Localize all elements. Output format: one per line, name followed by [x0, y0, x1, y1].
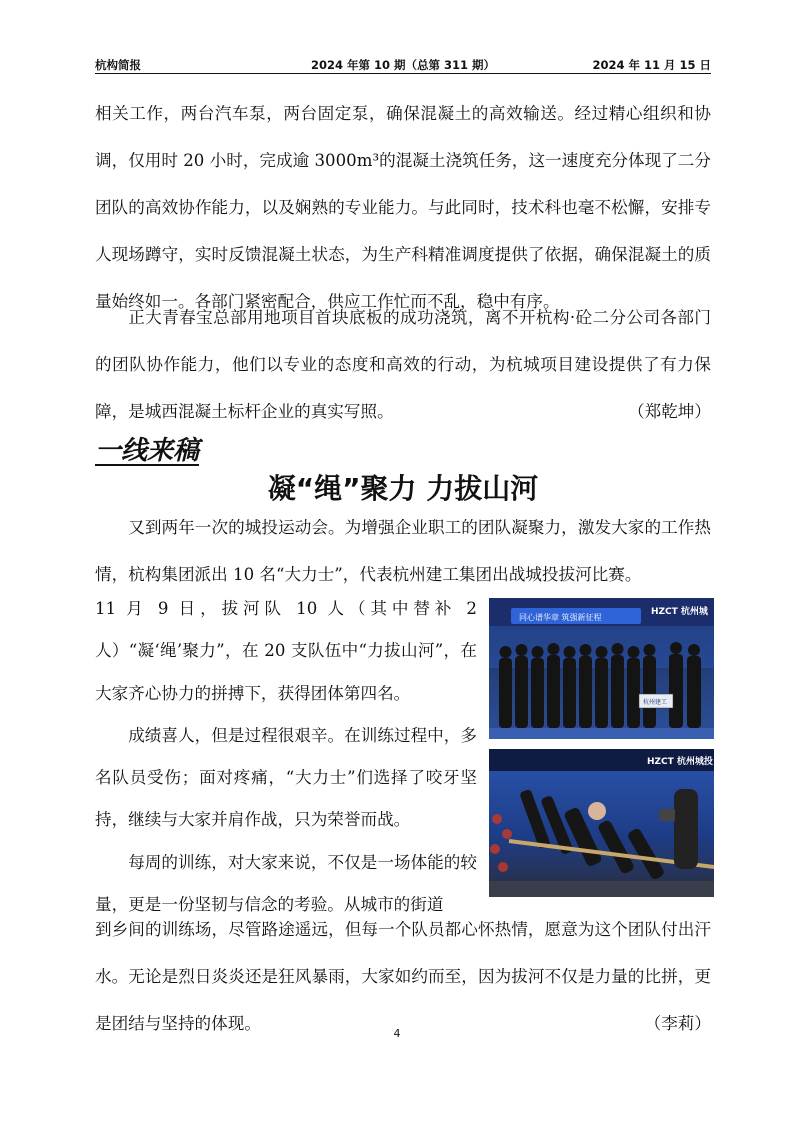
previous-article-author: （郑乾坤）: [628, 402, 711, 421]
team-member-head: [548, 643, 560, 655]
photographer: [674, 789, 698, 869]
team-member: [595, 658, 608, 728]
team-member-head: [516, 644, 528, 656]
team-member-head: [628, 646, 640, 658]
stage-banner-text: 同心谱华章 筑强新征程: [519, 613, 602, 622]
section-title: 一线来稿: [95, 436, 200, 466]
arena-floor: [489, 881, 714, 897]
team-member: [643, 656, 656, 728]
spectator: [502, 829, 512, 839]
tug-of-war-action-photo: [489, 749, 714, 897]
team-member: [563, 658, 576, 728]
team-member: [687, 656, 701, 728]
team-member-head: [564, 646, 576, 658]
header-date: 2024 年 11 月 15 日: [592, 58, 711, 72]
team-group-photo-illustration: [489, 598, 714, 739]
team-member: [579, 656, 592, 728]
article-paragraph-3: 成绩喜人，但是过程很艰辛。在训练过程中，多名队员受伤；面对疼痛，“大力士”们选择了咬牙坚持，继续与大家并肩作战，只为荣誉而战。: [95, 725, 477, 830]
team-member: [515, 656, 528, 728]
team-member: [627, 658, 640, 728]
header-issue-number: 2024 年第 10 期（总第 311 期）: [310, 58, 496, 72]
running-header: [95, 54, 711, 72]
team-member-head: [688, 644, 700, 656]
team-name-sign-text: 杭州建工: [643, 699, 668, 706]
hzct-logo: HZCT 杭州城: [651, 607, 708, 617]
article-paragraph-2: 11 月 9 日，拔河队 10 人（其中替补 2 人）“凝‘绳’聚力”，在 20 支队伍中“力拔山河”，在大家齐心协力的拼搏下，获得团体第四名。: [95, 599, 477, 703]
article-title: 凝“绳”聚力 力拔山河: [267, 472, 539, 505]
team-member-head: [596, 646, 608, 658]
team-member-head: [500, 646, 512, 658]
team-member-head: [580, 644, 592, 656]
article-paragraph-4-start: 每周的训练，对大家来说，不仅是一场体能的较量，更是一份坚韧与信念的考验。从城市的街道: [95, 852, 477, 915]
spectator: [490, 844, 500, 854]
spectator: [498, 862, 508, 872]
team-member: [547, 655, 560, 728]
team-member: [499, 658, 512, 728]
tug-of-war-action-photo-illustration: [489, 749, 714, 897]
team-member-face: [588, 802, 606, 820]
article-paragraph-1: 又到两年一次的城投运动会。为增强企业职工的团队凝聚力，激发大家的工作热情，杭构集团派出 10 名“大力士”，代表杭州建工集团出战城投拔河比赛。: [95, 518, 711, 584]
header-publication-name: 杭构简报: [95, 58, 141, 72]
article-paragraph-4-continued: [95, 906, 711, 1047]
previous-article-paragraph-2: [95, 294, 711, 435]
team-member-head: [644, 644, 656, 656]
article-paragraph-4-text: 到乡间的训练场，尽管路途遥远，但每一个队员都心怀热情，愿意为这个团队付出汗水。无论是烈日炎炎还是狂风暴雨，大家如约而至，因为拔河不仅是力量的比拼，更是团结与坚持的体现。: [95, 920, 711, 1033]
article-author: （李莉）: [644, 1014, 711, 1033]
article-side-column: [95, 588, 477, 926]
team-member-head: [612, 643, 624, 655]
camera: [659, 809, 675, 821]
previous-article-paragraph-1: 相关工作，两台汽车泵，两台固定泵，确保混凝土的高效输送。经过精心组织和协调，仅用时 20 小时，完成逾 3000m³的混凝土浇筑任务，这一速度充分体现了二分团队的高效协作能力，以及娴熟的专业能力。与此同时，技术科也毫不松懈，安排专人现场蹲守，实时反馈混凝土状态，为生产科精准调度提供了依据，确保混凝土的质量始终如一。各部门紧密配合，供应工作忙而不乱，稳中有序。: [95, 104, 711, 311]
hzct-logo: HZCT 杭州城投: [647, 757, 713, 767]
team-member: [611, 655, 624, 728]
team-member-head: [670, 642, 682, 654]
team-member: [669, 654, 683, 728]
spectator: [492, 814, 502, 824]
team-member: [531, 658, 544, 728]
team-member-head: [532, 646, 544, 658]
arena-floor: [489, 728, 714, 739]
header-rule: [95, 73, 711, 74]
page-number: 4: [393, 1027, 401, 1040]
team-group-photo: [489, 598, 714, 739]
previous-article-paragraph-2-text: 正大青春宝总部用地项目首块底板的成功浇筑，离不开杭构·砼二分公司各部门的团队协作能力，他们以专业的态度和高效的行动，为杭城项目建设提供了有力保障，是城西混凝土标杆企业的真实写照。: [95, 308, 711, 421]
